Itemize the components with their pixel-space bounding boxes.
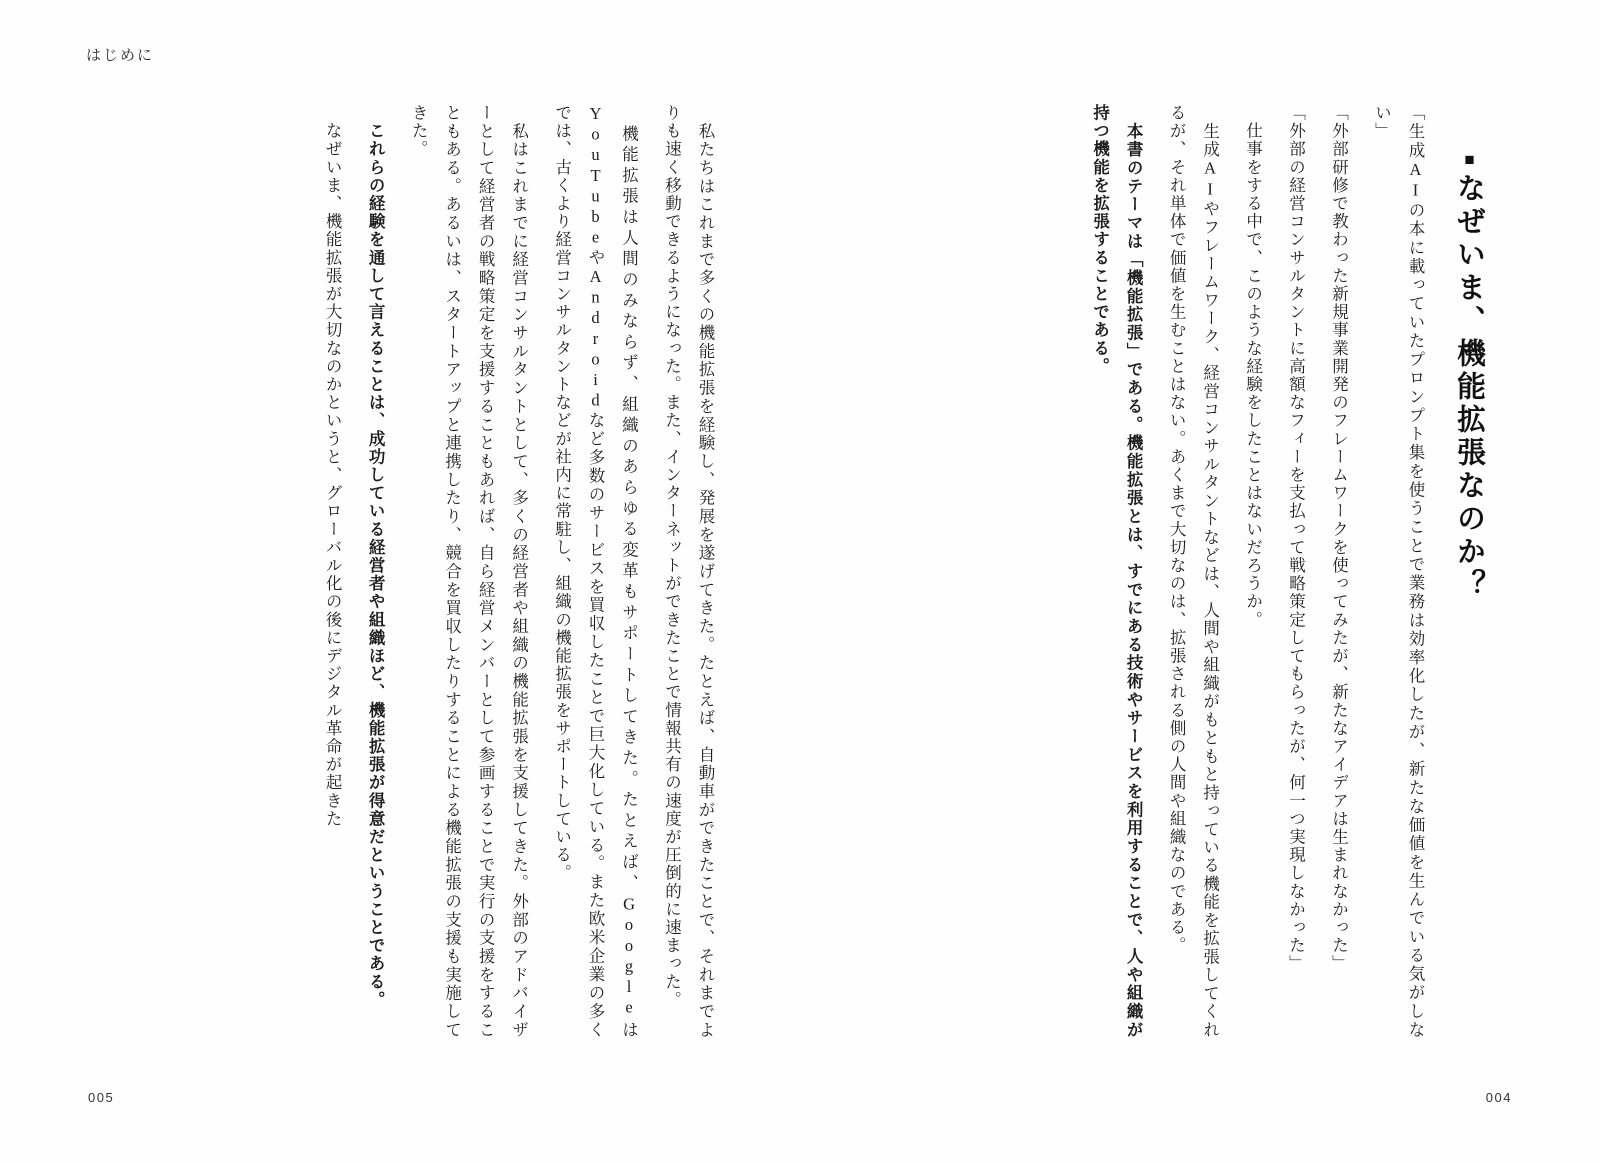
section-heading xyxy=(1446,150,1492,602)
paragraph-column: 生成AIやフレームワーク、経営コンサルタントなどは、人間や組織がもともと持っている機能を拡張してくれるが、それ単体で価値を生むことはない。あくまで大切なのは、拡張される側の人間や組織なのである。 xyxy=(1167,104,1220,1039)
paragraph-column-emphasis: これらの経験を通して言えることは、成功している経営者や組織ほど、機能拡張が得意だということである。 xyxy=(366,104,386,1009)
paragraph-column: 「外部研修で教わった新規事業開発のフレームワークを使ってみたが、新たなアイデアは生まれなかった」 xyxy=(1329,104,1349,973)
paragraph-column: なぜいま、機能拡張が大切なのかというと、グローバル化の後にデジタル革命が起きた xyxy=(323,104,343,828)
running-head: はじめに xyxy=(86,48,155,64)
paragraph-column: 「外部の経営コンサルタントに高額なフィーを支払って戦略策定してもらったが、何一つ実現しなかった」 xyxy=(1286,104,1306,973)
section-heading-text: なぜいま、機能拡張なのか？ xyxy=(1453,173,1485,602)
paragraph-column-emphasis: 本書のテーマは「機能拡張」である。機能拡張とは、すでにある技術やサービスを利用することで、人や組織が持つ機能を拡張することである。 xyxy=(1090,104,1144,1039)
page-005-body xyxy=(82,104,722,1039)
page-number-right: 004 xyxy=(1485,1090,1512,1105)
paragraph-column: 私たちはこれまで多くの機能拡張を経験し、発展を遂げてきた。たとえば、自動車ができたことで、それまでよりも速く移動できるようになった。また、インターネットができたことで情報共有の速度が圧倒的に速まった。 xyxy=(662,104,715,1039)
page-number-left: 005 xyxy=(88,1090,115,1105)
paragraph-column: 機能拡張は人間のみならず、組織のあらゆる変革もサポートしてきた。たとえば、GoogleはYouTubeやAndroidなど多数のサービスを買収したことで巨大化している。また欧米企業の多くでは、古くより経営コンサルタントなどが社内に常駐し、組織の機能拡張をサポートしている。 xyxy=(552,104,639,1039)
paragraph-column: 私はこれまでに経営コンサルタントとして、多くの経営者や組織の機能拡張を支援してきた。外部のアドバイザーとして経営者の戦略策定を支援することもあれば、自ら経営メンバーとして参画することで実行の支援をすることもある。あるいは、スタートアップと連携したり、競合を買収したりすることによる機能拡張の支援も実施してきた。 xyxy=(409,104,529,1039)
page-004-body xyxy=(832,104,1432,1039)
heading-square-marker: ■ xyxy=(1460,150,1479,173)
paragraph-column: 仕事をする中で、このような経験をしたことはないだろうか。 xyxy=(1243,104,1263,629)
paragraph-column: 「生成AIの本に載っていたプロンプト集を使うことで業務は効率化したが、新たな価値を生んでいる気がしない」 xyxy=(1372,104,1425,1039)
section-heading-block xyxy=(1446,150,1492,610)
page-004 xyxy=(800,0,1600,1163)
